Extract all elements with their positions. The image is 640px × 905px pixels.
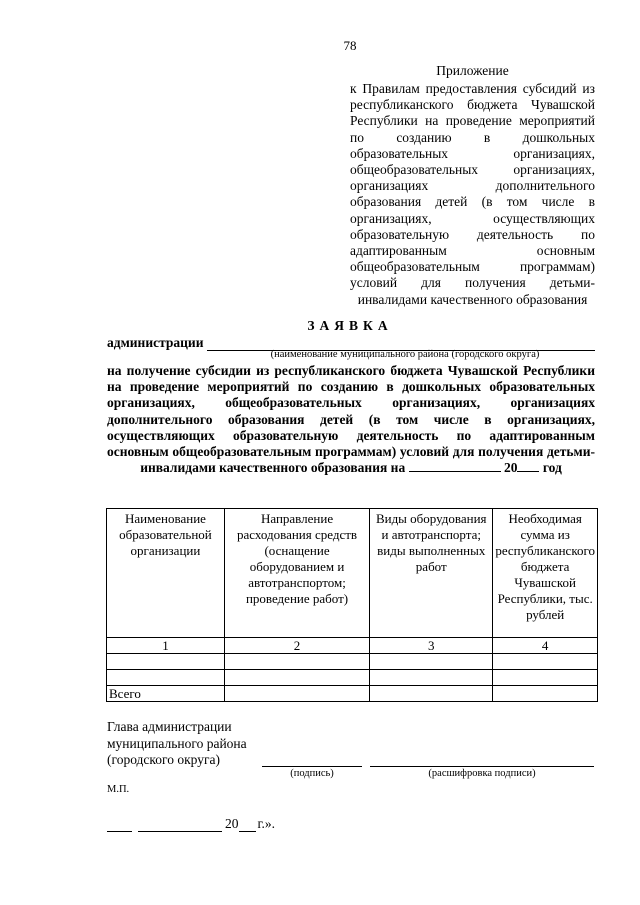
date-line (107, 816, 275, 832)
table-row (107, 654, 598, 670)
form-title: ЗАЯВКА (307, 318, 393, 333)
admin-label: администрации (107, 335, 204, 350)
table-cell (224, 654, 369, 670)
date-suffix: г.». (257, 816, 276, 831)
signature-blank (262, 766, 362, 767)
application-table (106, 508, 598, 702)
month-blank (138, 819, 222, 832)
signature-caption: (подпись) (290, 768, 334, 779)
signature-decode-blank (370, 766, 594, 767)
table-cell (224, 686, 369, 702)
table-cell (493, 654, 598, 670)
table-cell (493, 686, 598, 702)
admin-caption: (наименование муниципального района (городского округа) (270, 349, 540, 360)
col-number: 2 (224, 638, 369, 654)
col-number: 4 (493, 638, 598, 654)
table-number-row (107, 638, 598, 654)
table-cell (370, 686, 493, 702)
col-number: 3 (370, 638, 493, 654)
table-row (107, 670, 598, 686)
table-cell (370, 670, 493, 686)
signature-decode-caption: (расшифровка подписи) (428, 768, 536, 779)
day-blank (107, 819, 132, 832)
appendix-title: Приложение (436, 63, 509, 78)
col-number: 1 (107, 638, 225, 654)
table-total-row (107, 686, 598, 702)
signatory-line: Глава администрации (107, 719, 232, 734)
purpose-year-prefix: 20 (503, 460, 518, 476)
stamp-label: М.П. (107, 784, 130, 795)
date-year-blank (239, 819, 256, 832)
table-header-row (107, 509, 598, 638)
date-year-prefix: 20 (225, 816, 239, 831)
table-cell (370, 654, 493, 670)
page-number: 78 (343, 38, 357, 53)
col-header-amount: Необходимая сумма из республиканского бюджета Чувашской Республики, тыс. рублей (493, 509, 598, 638)
purpose-year-suffix: год (542, 460, 562, 476)
signatory-block (107, 719, 247, 769)
table-cell (107, 670, 225, 686)
col-header-equipment: Виды оборудования и автотранспорта; виды выполненных работ (370, 509, 493, 638)
table-cell (493, 670, 598, 686)
table-cell (224, 670, 369, 686)
table-cell (107, 654, 225, 670)
purpose-paragraph (107, 363, 595, 476)
appendix-body: к Правилам предоставления субсидий из республиканского бюджета Чувашской Республики на проведение мероприятий по созданию в дошкольных образовательных организациях, общеобразовательных организациях, организациях дополнительного образования детей (в том числе в организациях, осуществляющих образовательную деятельность по адаптированным основным общеобразовательным программам) условий для получения детьми-инвалидами качественного образования (350, 81, 595, 307)
total-label: Всего (107, 686, 225, 702)
purpose-text: на получение субсидии из республиканского бюджета Чувашской Республики на проведение мероприятий по созданию в дошкольных образовательных организациях, общеобразовательных организациях, организациях дополнительного образования детей (в том числе в организациях, осуществляющих образовательную деятельность по адаптированным основным общеобразовательным программам) условий для получения детьми-инвалидами качественного образования на (107, 363, 595, 476)
col-header-organization: Наименование образовательной организации (107, 509, 225, 638)
signatory-line: муниципального района (107, 735, 247, 751)
year-blank (517, 460, 539, 472)
signatory-line: (городского округа) (107, 752, 221, 767)
date-blank (409, 460, 501, 472)
col-header-direction: Направление расходования средств (оснащение оборудованием и автотранспортом; проведение работ) (224, 509, 369, 638)
